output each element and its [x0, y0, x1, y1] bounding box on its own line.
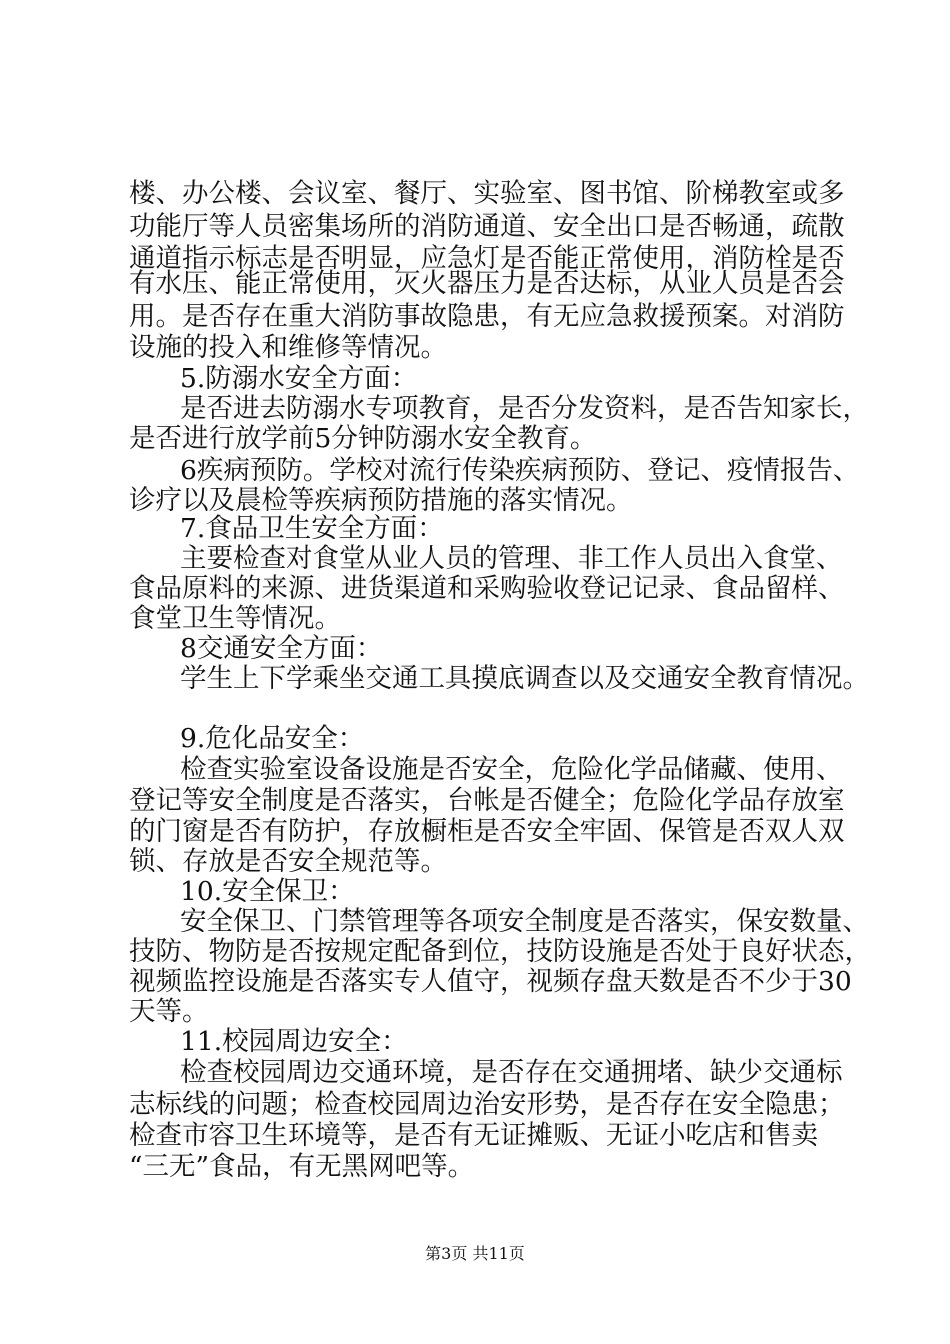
body-line: 食品原料的来源、进货渠道和采购验收登记记录、食品留样、: [129, 573, 845, 604]
body-line: 食堂卫生等情况。: [129, 603, 341, 634]
section-heading: 5.防溺水安全方面：: [180, 363, 418, 394]
body-line: 志标线的问题；检查校园周边治安形势，是否存在安全隐患；: [129, 1089, 845, 1120]
body-line: 的门窗是否有防护，存放橱柜是否安全牢固、保管是否双人双: [129, 816, 845, 847]
body-line: 有水压、能正常使用，灭火器压力是否达标，从业人员是否会: [129, 268, 845, 299]
section-heading: 11.校园周边安全：: [180, 1026, 408, 1057]
body-line: 是否进行放学前5分钟防溺水安全教育。: [129, 423, 597, 454]
body-line: 用。是否存在重大消防事故隐患，有无应急救援预案。对消防: [129, 301, 845, 332]
section-heading: 6疾病预防。学校对流行传染疾病预防、登记、疫情报告、: [180, 455, 860, 486]
section-heading: 7.食品卫生安全方面：: [180, 513, 444, 544]
body-line: 学生上下学乘坐交通工具摸底调查以及交通安全教育情况。: [180, 663, 869, 694]
body-line: 天等。: [129, 996, 209, 1027]
body-line: 楼、办公楼、会议室、餐厅、实验室、图书馆、阶梯教室或多: [129, 178, 845, 209]
body-line: 锁、存放是否安全规范等。: [129, 846, 447, 877]
section-heading: 9.危化品安全：: [180, 723, 365, 754]
body-line: 视频监控设施是否落实专人值守，视频存盘天数是否不少于30: [129, 966, 852, 997]
body-line: 诊疗以及晨检等疾病预防措施的落实情况。: [129, 485, 633, 516]
body-line: 技防、物防是否按规定配备到位，技防设施是否处于良好状态，: [129, 936, 871, 967]
body-line: 登记等安全制度是否落实，台帐是否健全；危险化学品存放室: [129, 785, 845, 816]
body-line: “三无”食品，有无黑网吧等。: [129, 1151, 475, 1182]
body-line: 检查实验室设备设施是否安全，危险化学品储藏、使用、: [180, 754, 843, 785]
page-footer: 第3页 共11页: [425, 1244, 525, 1263]
section-heading: 8交通安全方面：: [180, 633, 383, 664]
body-line: 检查校园周边交通环境，是否存在交通拥堵、缺少交通标: [180, 1057, 843, 1088]
section-heading: 10.安全保卫：: [180, 876, 355, 907]
body-line: 是否进去防溺水专项教育，是否分发资料，是否告知家长，: [180, 393, 869, 424]
body-line: 通道指示标志是否明显，应急灯是否能正常使用，消防栓是否: [129, 243, 845, 274]
body-line: 检查市容卫生环境等，是否有无证摊贩、无证小吃店和售卖: [129, 1120, 818, 1151]
body-line: 主要检查对食堂从业人员的管理、非工作人员出入食堂、: [180, 543, 843, 574]
body-line: 安全保卫、门禁管理等各项安全制度是否落实，保安数量、: [180, 906, 869, 937]
body-line: 功能厅等人员密集场所的消防通道、安全出口是否畅通，疏散: [129, 211, 845, 242]
body-line: 设施的投入和维修等情况。: [129, 332, 447, 363]
